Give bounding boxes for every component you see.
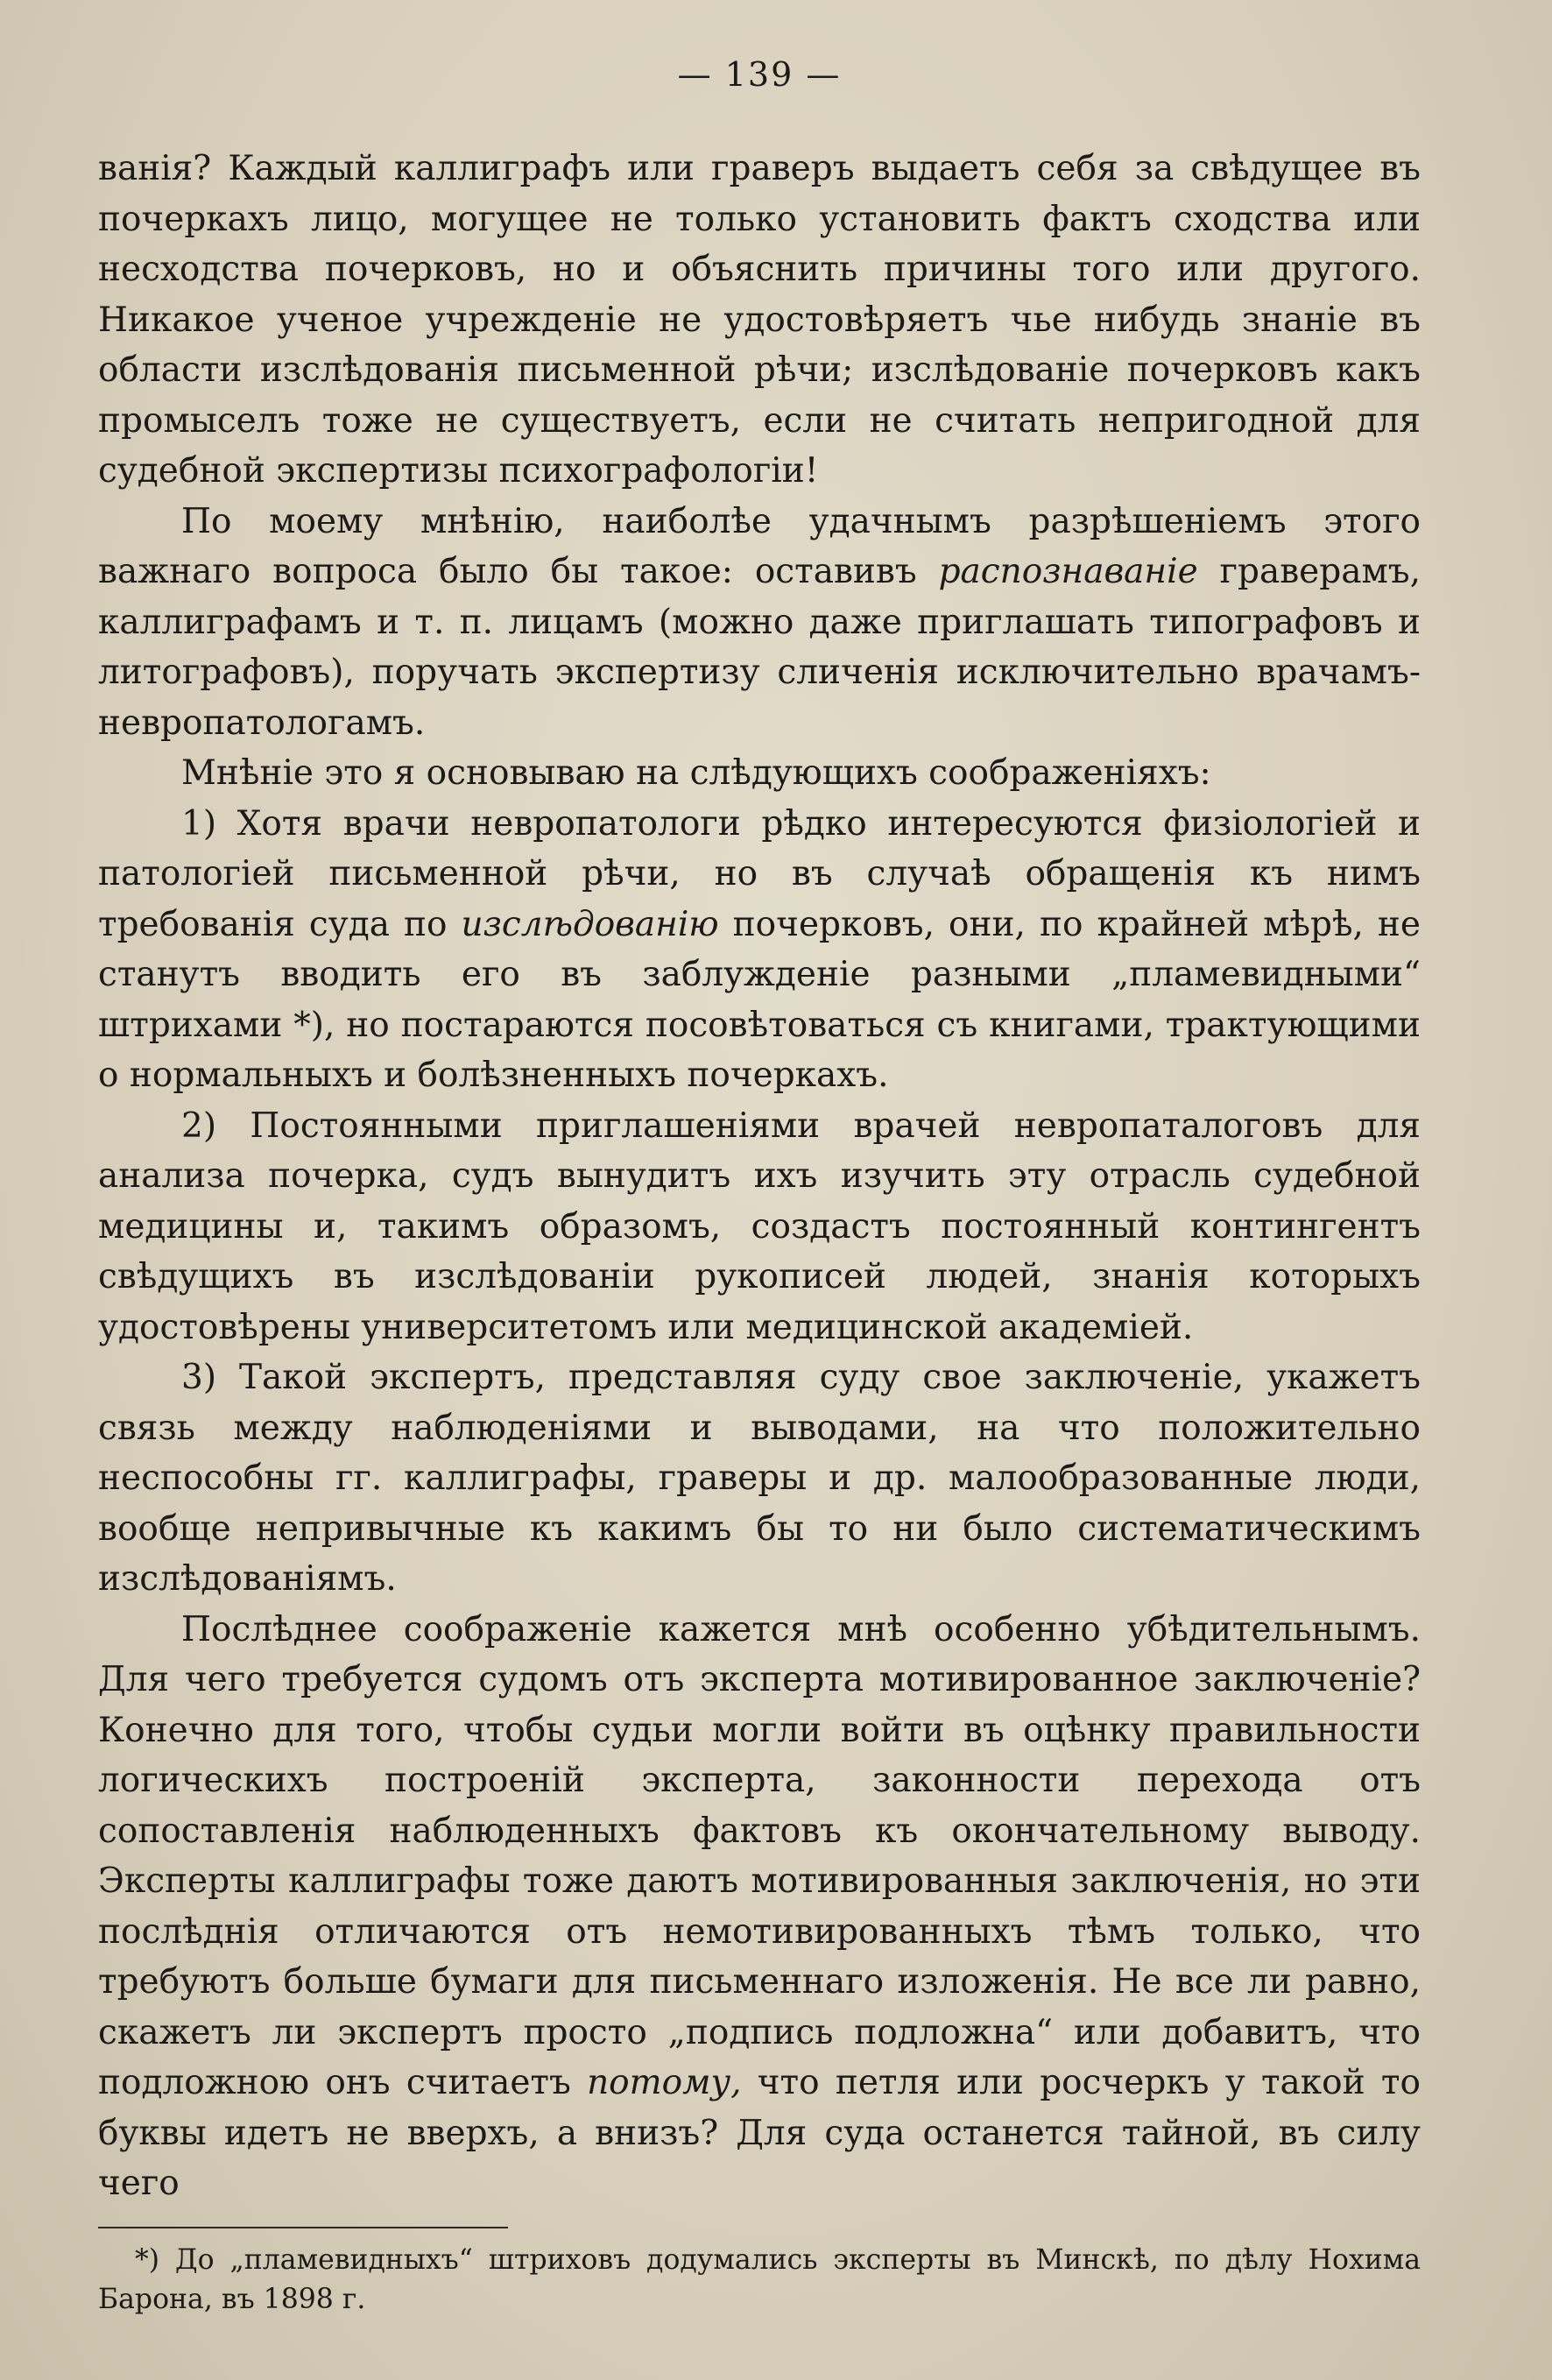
- paragraph-reason-1-emphasis: изслѣдованію: [461, 904, 719, 944]
- paragraph-reasons-intro: Мнѣніе это я основываю на слѣдующихъ соображеніяхъ:: [181, 753, 1211, 793]
- paragraph-reason-1-before: 1) Хотя врачи невропатологи рѣдко интересуются физіологіей и патологіей письменной рѣчи, но въ случаѣ обращенія къ нимъ требованія суда по: [98, 803, 1421, 944]
- main-text: [98, 144, 1421, 2209]
- paragraph-opinion-emphasis: распознаваніе: [938, 552, 1198, 591]
- paragraph-last-after: что петля или росчеркъ у такой то буквы идетъ не вверхъ, а внизъ? Для суда останется тайной, въ силу чего: [98, 2063, 1421, 2203]
- paragraph-reason-1-after: почерковъ, они, по крайней мѣрѣ, не станутъ вводить его въ заблужденіе разными „пламевидными“ штрихами *), но постараются посовѣтоваться съ книгами, трактующими о нормальныхъ и болѣзненныхъ почеркахъ.: [98, 904, 1421, 1095]
- page-number: — 139 —: [677, 55, 842, 94]
- paragraph-last-emphasis: потому,: [587, 2063, 742, 2102]
- paragraph-last-before: Послѣднее соображеніе кажется мнѣ особенно убѣдительнымъ. Для чего требуется судомъ отъ эксперта мотивированное заключеніе? Конечно для того, чтобы судьи могли войти въ оцѣнку правильности логическихъ построеній эксперта, законности перехода отъ сопоставленія наблюденныхъ фактовъ къ окончательному выводу. Эксперты каллиграфы тоже даютъ мотивированныя заключенія, но эти послѣднія отличаются отъ немотивированныхъ тѣмъ только, что требуютъ больше бумаги для письменнаго изложенія. Не все ли равно, скажетъ ли экспертъ просто „подпись подложна“ или добавитъ, что подложною онъ считаетъ: [98, 1609, 1421, 2102]
- paragraph-reason-1: [98, 799, 1421, 1101]
- paragraph-opinion-after: граверамъ, каллиграфамъ и т. п. лицамъ (можно даже приглашать типографовъ и литографовъ), поручать экспертизу сличенія исключительно врачамъ-невропатологамъ.: [98, 552, 1421, 743]
- paragraph-opinion-before: По моему мнѣнію, наиболѣе удачнымъ разрѣшеніемъ этого важнаго вопроса было бы такое: оставивъ: [98, 501, 1421, 591]
- paragraph-opinion: [98, 497, 1421, 749]
- paragraph-reason-2: 2) Постоянными приглашеніями врачей невропаталоговъ для анализа почерка, судъ вынудитъ ихъ изучить эту отрасль судебной медицины и, такимъ образомъ, создастъ постоянный контингентъ свѣдущихъ въ изслѣдованіи рукописей людей, знанія которыхъ удостовѣрены университетомъ или медицинской академіей.: [98, 1105, 1421, 1347]
- footnote-text: *) До „пламевидныхъ“ штриховъ додумались эксперты въ Минскѣ, по дѣлу Нохима Барона, въ 1898 г.: [98, 2243, 1421, 2315]
- footnote: [98, 2241, 1421, 2320]
- paragraph-reason-3: 3) Такой экспертъ, представляя суду свое заключеніе, укажетъ связь между наблюденіями и выводами, на что положительно неспособны гг. каллиграфы, граверы и др. малообразованные люди, вообще непривычные къ какимъ бы то ни было систематическимъ изслѣдованіямъ.: [98, 1358, 1421, 1599]
- paragraph-last-consideration: [98, 1605, 1421, 2209]
- footnote-divider: [98, 2227, 508, 2228]
- paragraph-continuation: ванія? Каждый каллиграфъ или граверъ выдаетъ себя за свѣдущее въ почеркахъ лицо, могущее не только установить фактъ сходства или несходства почерковъ, но и объяснить причины того или другого. Никакое ученое учрежденіе не удостовѣряетъ чье нибудь знаніе въ области изслѣдованія письменной рѣчи; изслѣдованіе почерковъ какъ промыселъ тоже не существуетъ, если не считать непригодной для судебной экспертизы психографологіи!: [98, 149, 1421, 491]
